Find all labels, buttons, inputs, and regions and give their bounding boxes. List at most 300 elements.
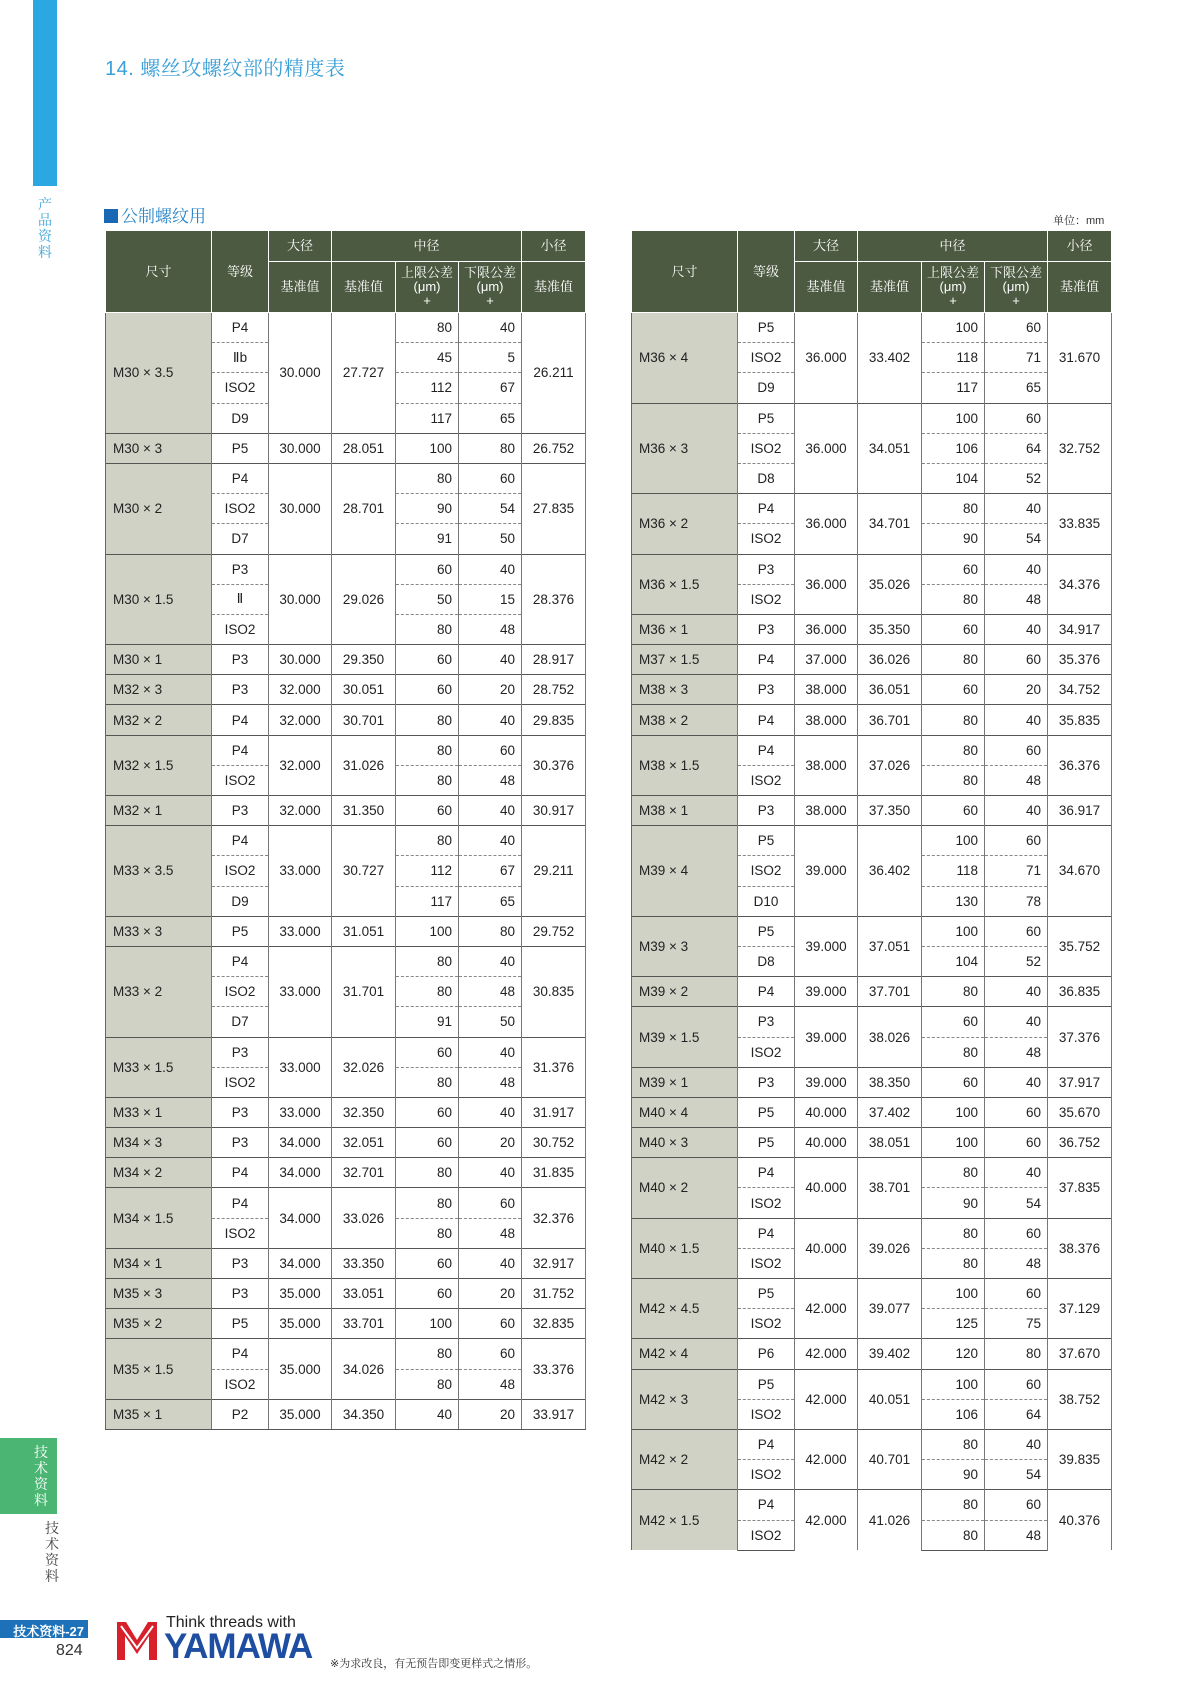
major-basic-cell: 34.000 <box>269 1158 332 1188</box>
thread-size-cell: M32 × 2 <box>106 705 212 735</box>
minor-basic-cell: 38.376 <box>1048 1218 1112 1278</box>
lower-tolerance-cell: 60 <box>985 735 1048 765</box>
minor-basic-cell: 35.752 <box>1048 916 1112 976</box>
lower-tolerance-cell: 40 <box>459 554 522 584</box>
thread-size-cell: M42 × 1.5 <box>632 1490 738 1550</box>
grade-cell: P3 <box>212 1248 269 1278</box>
minor-basic-cell: 32.835 <box>522 1309 586 1339</box>
lower-tolerance-cell: 40 <box>459 705 522 735</box>
pitch-basic-cell: 34.701 <box>858 494 922 554</box>
header-upper-tolerance: 上限公差 (μm) + <box>396 262 459 313</box>
section-square-icon <box>104 209 118 223</box>
major-basic-cell: 33.000 <box>269 946 332 1037</box>
grade-cell: P4 <box>738 1429 795 1459</box>
upper-tolerance-cell: 80 <box>922 977 985 1007</box>
table-row <box>632 1067 1112 1097</box>
thread-size-cell: M36 × 1 <box>632 614 738 644</box>
grade-cell: P5 <box>738 1279 795 1309</box>
thread-size-cell: M30 × 3 <box>106 433 212 463</box>
minor-basic-cell: 37.376 <box>1048 1007 1112 1067</box>
table-row <box>106 916 586 946</box>
pitch-basic-cell: 37.350 <box>858 796 922 826</box>
grade-cell: P5 <box>738 403 795 433</box>
lower-tolerance-cell: 40 <box>459 1158 522 1188</box>
metric-thread-table-left <box>105 230 586 1430</box>
minor-basic-cell: 37.129 <box>1048 1279 1112 1339</box>
upper-tolerance-cell: 80 <box>922 1158 985 1188</box>
lower-tolerance-cell: 65 <box>459 886 522 916</box>
lower-tolerance-cell: 60 <box>985 313 1048 343</box>
major-basic-cell: 32.000 <box>269 705 332 735</box>
lower-tolerance-cell: 52 <box>985 463 1048 493</box>
grade-cell: D9 <box>738 373 795 403</box>
pitch-basic-cell: 31.026 <box>332 735 396 795</box>
upper-tolerance-cell: 60 <box>396 675 459 705</box>
major-basic-cell: 30.000 <box>269 463 332 554</box>
upper-tolerance-cell: 100 <box>396 916 459 946</box>
thread-size-cell: M30 × 1.5 <box>106 554 212 645</box>
pitch-basic-cell: 27.727 <box>332 313 396 434</box>
lower-tolerance-cell: 60 <box>459 735 522 765</box>
upper-tolerance-cell: 80 <box>396 1369 459 1399</box>
table-row <box>632 1429 1112 1459</box>
minor-basic-cell: 33.917 <box>522 1399 586 1429</box>
lower-tolerance-cell: 50 <box>459 524 522 554</box>
lower-tolerance-cell: 67 <box>459 856 522 886</box>
thread-size-cell: M33 × 1 <box>106 1097 212 1127</box>
header-upper-tolerance: 上限公差 (μm) + <box>922 262 985 313</box>
upper-tolerance-cell: 60 <box>396 645 459 675</box>
lower-tolerance-cell: 20 <box>459 1279 522 1309</box>
lower-tolerance-cell: 60 <box>459 1339 522 1369</box>
grade-cell: D10 <box>738 886 795 916</box>
grade-cell: P4 <box>738 645 795 675</box>
upper-tolerance-cell: 40 <box>396 1399 459 1429</box>
lower-tolerance-cell: 40 <box>985 705 1048 735</box>
minor-basic-cell: 38.752 <box>1048 1369 1112 1429</box>
grade-cell: ISO2 <box>212 765 269 795</box>
lower-tolerance-cell: 20 <box>459 1128 522 1158</box>
grade-cell: P4 <box>212 946 269 976</box>
thread-size-cell: M35 × 3 <box>106 1279 212 1309</box>
metric-thread-table-right <box>631 230 1112 1551</box>
lower-tolerance-cell: 78 <box>985 886 1048 916</box>
grade-cell: ISO2 <box>738 1520 795 1550</box>
major-basic-cell: 38.000 <box>795 705 858 735</box>
lower-tolerance-cell: 60 <box>985 1218 1048 1248</box>
thread-size-cell: M36 × 3 <box>632 403 738 494</box>
grade-cell: ISO2 <box>738 584 795 614</box>
lower-tolerance-cell: 48 <box>459 765 522 795</box>
table-row <box>632 1158 1112 1188</box>
table-row <box>632 826 1112 856</box>
grade-cell: P4 <box>738 705 795 735</box>
minor-basic-cell: 30.917 <box>522 796 586 826</box>
upper-tolerance-cell: 80 <box>922 645 985 675</box>
table-row <box>106 675 586 705</box>
thread-size-cell: M34 × 1.5 <box>106 1188 212 1248</box>
table-row <box>632 645 1112 675</box>
footer-section-label: 技术资料-27 <box>13 1624 84 1639</box>
table-row <box>632 403 1112 433</box>
major-basic-cell: 33.000 <box>269 1097 332 1127</box>
page-title: 14. 螺丝攻螺纹部的精度表 <box>105 58 346 80</box>
lower-tolerance-cell: 80 <box>459 916 522 946</box>
lower-tolerance-cell: 40 <box>985 554 1048 584</box>
grade-cell: ISO2 <box>738 765 795 795</box>
header-pitch-diameter: 中径 <box>332 231 522 262</box>
lower-tolerance-cell: 60 <box>985 403 1048 433</box>
pitch-basic-cell: 34.026 <box>332 1339 396 1399</box>
upper-tolerance-cell: 80 <box>922 765 985 795</box>
table-row <box>632 796 1112 826</box>
upper-tolerance-cell: 80 <box>922 1248 985 1278</box>
upper-tolerance-cell: 112 <box>396 373 459 403</box>
grade-cell: P5 <box>212 916 269 946</box>
upper-tolerance-cell: 106 <box>922 1399 985 1429</box>
header-major-diameter: 大径 <box>795 231 858 262</box>
minor-basic-cell: 30.835 <box>522 946 586 1037</box>
upper-tolerance-cell: 60 <box>922 554 985 584</box>
upper-tolerance-cell: 60 <box>396 1037 459 1067</box>
upper-tolerance-cell: 100 <box>922 916 985 946</box>
grade-cell: D7 <box>212 1007 269 1037</box>
pitch-basic-cell: 32.026 <box>332 1037 396 1097</box>
pitch-basic-cell: 38.026 <box>858 1007 922 1067</box>
major-basic-cell: 35.000 <box>269 1279 332 1309</box>
minor-basic-cell: 31.376 <box>522 1037 586 1097</box>
upper-tolerance-cell: 60 <box>396 554 459 584</box>
header-grade: 等级 <box>212 231 269 313</box>
thread-size-cell: M36 × 4 <box>632 313 738 404</box>
thread-size-cell: M40 × 4 <box>632 1097 738 1127</box>
minor-basic-cell: 35.376 <box>1048 645 1112 675</box>
lower-tolerance-cell: 75 <box>985 1309 1048 1339</box>
lower-tolerance-cell: 40 <box>985 494 1048 524</box>
lower-tolerance-cell: 48 <box>985 765 1048 795</box>
table-row <box>106 826 586 856</box>
upper-tolerance-cell: 90 <box>922 524 985 554</box>
lower-tolerance-cell: 40 <box>985 1429 1048 1459</box>
upper-tolerance-cell: 80 <box>396 614 459 644</box>
grade-cell: P4 <box>212 1158 269 1188</box>
upper-tolerance-cell: 80 <box>922 1037 985 1067</box>
grade-cell: P3 <box>738 1067 795 1097</box>
lower-tolerance-cell: 48 <box>985 1520 1048 1550</box>
thread-size-cell: M38 × 1.5 <box>632 735 738 795</box>
thread-size-cell: M33 × 3 <box>106 916 212 946</box>
upper-tolerance-cell: 80 <box>396 1188 459 1218</box>
lower-tolerance-cell: 67 <box>459 373 522 403</box>
grade-cell: ISO2 <box>212 373 269 403</box>
table-row <box>632 977 1112 1007</box>
minor-basic-cell: 37.835 <box>1048 1158 1112 1218</box>
lower-tolerance-cell: 60 <box>985 916 1048 946</box>
lower-tolerance-cell: 48 <box>459 1218 522 1248</box>
upper-tolerance-cell: 45 <box>396 343 459 373</box>
upper-tolerance-cell: 118 <box>922 343 985 373</box>
table-row <box>632 554 1112 584</box>
table-row <box>106 1339 586 1369</box>
minor-basic-cell: 36.917 <box>1048 796 1112 826</box>
pitch-basic-cell: 35.350 <box>858 614 922 644</box>
upper-tolerance-cell: 60 <box>396 1128 459 1158</box>
grade-cell: ISO2 <box>738 343 795 373</box>
upper-tolerance-cell: 120 <box>922 1339 985 1369</box>
grade-cell: ISO2 <box>212 977 269 1007</box>
sidebar-tech-tab[interactable] <box>0 1438 57 1514</box>
minor-basic-cell: 33.835 <box>1048 494 1112 554</box>
minor-basic-cell: 32.376 <box>522 1188 586 1248</box>
table-row <box>632 735 1112 765</box>
section-title <box>104 202 206 227</box>
grade-cell: P4 <box>212 463 269 493</box>
grade-cell: P4 <box>738 735 795 765</box>
table-row <box>106 1188 586 1218</box>
thread-size-cell: M40 × 2 <box>632 1158 738 1218</box>
minor-basic-cell: 32.917 <box>522 1248 586 1278</box>
grade-cell: P3 <box>212 675 269 705</box>
pitch-basic-cell: 31.350 <box>332 796 396 826</box>
thread-size-cell: M30 × 2 <box>106 463 212 554</box>
minor-basic-cell: 36.752 <box>1048 1128 1112 1158</box>
major-basic-cell: 35.000 <box>269 1339 332 1399</box>
major-basic-cell: 34.000 <box>269 1248 332 1278</box>
pitch-basic-cell: 37.026 <box>858 735 922 795</box>
lower-tolerance-cell: 80 <box>985 1339 1048 1369</box>
upper-tolerance-cell: 100 <box>396 1309 459 1339</box>
minor-basic-cell: 29.211 <box>522 826 586 917</box>
thread-size-cell: M36 × 2 <box>632 494 738 554</box>
header-size: 尺寸 <box>106 231 212 313</box>
table-row <box>632 705 1112 735</box>
table-row <box>632 916 1112 946</box>
sidebar-product-label: 产品资料 <box>38 196 52 260</box>
lower-tolerance-cell: 15 <box>459 584 522 614</box>
major-basic-cell: 36.000 <box>795 313 858 404</box>
grade-cell: D8 <box>738 946 795 976</box>
lower-tolerance-cell: 60 <box>985 826 1048 856</box>
lower-tolerance-cell: 50 <box>459 1007 522 1037</box>
minor-basic-cell: 30.752 <box>522 1128 586 1158</box>
section-title-text: 公制螺纹用 <box>121 207 206 226</box>
grade-cell: P4 <box>212 826 269 856</box>
minor-basic-cell: 32.752 <box>1048 403 1112 494</box>
grade-cell: ISO2 <box>212 856 269 886</box>
pitch-basic-cell: 32.701 <box>332 1158 396 1188</box>
upper-tolerance-cell: 80 <box>922 1520 985 1550</box>
pitch-basic-cell: 39.402 <box>858 1339 922 1369</box>
pitch-basic-cell: 38.350 <box>858 1067 922 1097</box>
table-row <box>106 1399 586 1429</box>
major-basic-cell: 33.000 <box>269 826 332 917</box>
minor-basic-cell: 28.752 <box>522 675 586 705</box>
minor-basic-cell: 34.917 <box>1048 614 1112 644</box>
upper-tolerance-cell: 60 <box>922 796 985 826</box>
pitch-basic-cell: 33.051 <box>332 1279 396 1309</box>
major-basic-cell: 38.000 <box>795 735 858 795</box>
header-minor-diameter: 小径 <box>522 231 586 262</box>
upper-tolerance-cell: 80 <box>922 1218 985 1248</box>
upper-tolerance-cell: 117 <box>396 886 459 916</box>
thread-size-cell: M35 × 1.5 <box>106 1339 212 1399</box>
pitch-basic-cell: 28.701 <box>332 463 396 554</box>
table-row <box>106 1309 586 1339</box>
thread-size-cell: M40 × 1.5 <box>632 1218 738 1278</box>
pitch-basic-cell: 31.051 <box>332 916 396 946</box>
upper-tolerance-cell: 130 <box>922 886 985 916</box>
thread-size-cell: M42 × 3 <box>632 1369 738 1429</box>
lower-tolerance-cell: 40 <box>459 645 522 675</box>
thread-size-cell: M35 × 1 <box>106 1399 212 1429</box>
minor-basic-cell: 37.670 <box>1048 1339 1112 1369</box>
lower-tolerance-cell: 48 <box>459 614 522 644</box>
upper-tolerance-cell: 60 <box>396 1279 459 1309</box>
grade-cell: P4 <box>212 735 269 765</box>
lower-tolerance-cell: 71 <box>985 856 1048 886</box>
grade-cell: P3 <box>212 1097 269 1127</box>
major-basic-cell: 30.000 <box>269 433 332 463</box>
grade-cell: P4 <box>738 977 795 1007</box>
thread-size-cell: M40 × 3 <box>632 1128 738 1158</box>
thread-size-cell: M32 × 1 <box>106 796 212 826</box>
thread-size-cell: M33 × 2 <box>106 946 212 1037</box>
thread-size-cell: M39 × 2 <box>632 977 738 1007</box>
lower-tolerance-cell: 40 <box>459 1097 522 1127</box>
grade-cell: D8 <box>738 463 795 493</box>
header-minor-basic: 基准值 <box>1048 262 1112 313</box>
minor-basic-cell: 31.917 <box>522 1097 586 1127</box>
upper-tolerance-cell: 104 <box>922 463 985 493</box>
minor-basic-cell: 27.835 <box>522 463 586 554</box>
upper-tolerance-cell: 80 <box>396 765 459 795</box>
table-row <box>106 554 586 584</box>
header-major-basic: 基准值 <box>269 262 332 313</box>
grade-cell: ISO2 <box>738 1188 795 1218</box>
grade-cell: ISO2 <box>738 1248 795 1278</box>
minor-basic-cell: 31.835 <box>522 1158 586 1188</box>
major-basic-cell: 30.000 <box>269 313 332 434</box>
table-row <box>632 313 1112 343</box>
pitch-basic-cell: 32.051 <box>332 1128 396 1158</box>
lower-tolerance-cell: 48 <box>459 1369 522 1399</box>
minor-basic-cell: 34.376 <box>1048 554 1112 614</box>
upper-tolerance-cell: 100 <box>922 1128 985 1158</box>
lower-tolerance-cell: 40 <box>985 796 1048 826</box>
pitch-basic-cell: 33.026 <box>332 1188 396 1248</box>
lower-tolerance-cell: 40 <box>459 313 522 343</box>
grade-cell: ISO2 <box>212 1369 269 1399</box>
grade-cell: ISO2 <box>738 433 795 463</box>
upper-tolerance-cell: 112 <box>396 856 459 886</box>
upper-tolerance-cell: 60 <box>396 796 459 826</box>
grade-cell: P4 <box>738 1218 795 1248</box>
grade-cell: P4 <box>738 494 795 524</box>
minor-basic-cell: 35.835 <box>1048 705 1112 735</box>
thread-size-cell: M33 × 1.5 <box>106 1037 212 1097</box>
lower-tolerance-cell: 20 <box>459 1399 522 1429</box>
header-major-diameter: 大径 <box>269 231 332 262</box>
grade-cell: P4 <box>212 1339 269 1369</box>
upper-tolerance-cell: 80 <box>396 946 459 976</box>
major-basic-cell: 40.000 <box>795 1128 858 1158</box>
major-basic-cell: 30.000 <box>269 554 332 645</box>
thread-size-cell: M32 × 1.5 <box>106 735 212 795</box>
grade-cell: P4 <box>212 705 269 735</box>
upper-tolerance-cell: 60 <box>922 614 985 644</box>
grade-cell: P3 <box>212 645 269 675</box>
minor-basic-cell: 26.752 <box>522 433 586 463</box>
pitch-basic-cell: 36.402 <box>858 826 922 917</box>
grade-cell: P5 <box>738 1369 795 1399</box>
lower-tolerance-cell: 60 <box>459 1188 522 1218</box>
minor-basic-cell: 34.670 <box>1048 826 1112 917</box>
major-basic-cell: 39.000 <box>795 826 858 917</box>
lower-tolerance-cell: 71 <box>985 343 1048 373</box>
lower-tolerance-cell: 60 <box>985 1128 1048 1158</box>
upper-tolerance-cell: 90 <box>922 1460 985 1490</box>
grade-cell: P4 <box>212 313 269 343</box>
pitch-basic-cell: 30.701 <box>332 705 396 735</box>
yamawa-logo-icon <box>115 1618 159 1662</box>
table-row <box>632 675 1112 705</box>
table-row <box>632 494 1112 524</box>
lower-tolerance-cell: 40 <box>459 1037 522 1067</box>
thread-size-cell: M30 × 1 <box>106 645 212 675</box>
lower-tolerance-cell: 60 <box>985 645 1048 675</box>
major-basic-cell: 39.000 <box>795 1007 858 1067</box>
page-number: 824 <box>56 1642 83 1659</box>
minor-basic-cell: 28.917 <box>522 645 586 675</box>
header-size: 尺寸 <box>632 231 738 313</box>
lower-tolerance-cell: 5 <box>459 343 522 373</box>
grade-cell: P3 <box>738 1007 795 1037</box>
grade-cell: P5 <box>212 1309 269 1339</box>
major-basic-cell: 33.000 <box>269 916 332 946</box>
major-basic-cell: 37.000 <box>795 645 858 675</box>
thread-size-cell: M34 × 1 <box>106 1248 212 1278</box>
table-row <box>106 1097 586 1127</box>
grade-cell: P3 <box>212 1037 269 1067</box>
upper-tolerance-cell: 80 <box>396 1218 459 1248</box>
minor-basic-cell: 29.752 <box>522 916 586 946</box>
upper-tolerance-cell: 60 <box>922 1067 985 1097</box>
minor-basic-cell: 30.376 <box>522 735 586 795</box>
header-pitch-diameter: 中径 <box>858 231 1048 262</box>
upper-tolerance-cell: 118 <box>922 856 985 886</box>
pitch-basic-cell: 29.350 <box>332 645 396 675</box>
lower-tolerance-cell: 40 <box>985 977 1048 1007</box>
grade-cell: P4 <box>738 1490 795 1520</box>
lower-tolerance-cell: 20 <box>985 675 1048 705</box>
pitch-basic-cell: 30.051 <box>332 675 396 705</box>
thread-size-cell: M38 × 1 <box>632 796 738 826</box>
pitch-basic-cell: 36.026 <box>858 645 922 675</box>
upper-tolerance-cell: 80 <box>396 977 459 1007</box>
upper-tolerance-cell: 80 <box>396 1339 459 1369</box>
lower-tolerance-cell: 52 <box>985 946 1048 976</box>
major-basic-cell: 36.000 <box>795 403 858 494</box>
upper-tolerance-cell: 80 <box>922 705 985 735</box>
upper-tolerance-cell: 91 <box>396 524 459 554</box>
pitch-basic-cell: 40.051 <box>858 1369 922 1429</box>
grade-cell: ISO2 <box>212 1218 269 1248</box>
major-basic-cell: 34.000 <box>269 1128 332 1158</box>
grade-cell: ISO2 <box>212 1067 269 1097</box>
minor-basic-cell: 31.670 <box>1048 313 1112 404</box>
pitch-basic-cell: 34.350 <box>332 1399 396 1429</box>
table-row <box>106 463 586 493</box>
